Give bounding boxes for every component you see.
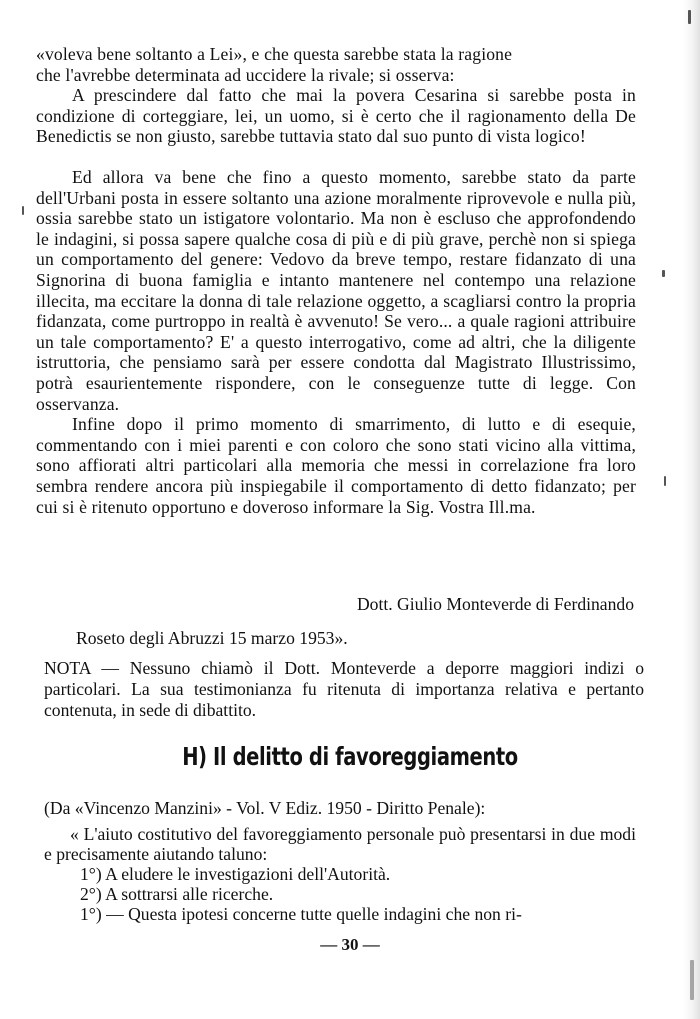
text-line: che l'avrebbe determinata ad uccidere la rivale; si osserva: [36, 64, 455, 85]
quote-block [44, 824, 636, 924]
quote-intro: « L'aiuto costitutivo del favoreggiamento personale può presentarsi in due modi e precisamente aiutando taluno: [44, 824, 636, 864]
nota-text: NOTA — Nessuno chiamò il Dott. Monteverde a deporre maggiori indizi o particolari. La sua testimonianza fu ritenuta di importanza relativa e pertanto contenuta, in sede di dibattito. [44, 658, 644, 720]
paragraph: Infine dopo il primo momento di smarrimento, di lutto e di esequie, commentando con i miei parenti e con coloro che sono stati vicino alla vittima, sono affiorati altri particolari alla memoria che messi in correlazione fra loro sembra rendere ancora più inspiegabile il comportamento di detto fidanzato; per cui si è ritenuto opportuno e doveroso informare la Sig. Vostra Ill.ma. [36, 414, 636, 517]
list-item: 1°) — Questa ipotesi concerne tutte quelle indagini che non ri- [80, 904, 522, 924]
page-number: — 30 — [320, 935, 380, 954]
scan-speck [688, 10, 691, 24]
opening-lines [36, 44, 636, 147]
scan-speck [664, 476, 666, 486]
list-item: 2°) A sottrarsi alle ricerche. [80, 884, 274, 904]
date-line: Roseto degli Abruzzi 15 marzo 1953». [76, 628, 348, 648]
nota-block [44, 658, 644, 721]
section-heading: H) Il delitto di favoreggiamento [182, 742, 518, 771]
list-item: 1°) A eludere le investigazioni dell'Autorità. [80, 864, 391, 884]
scan-speck [662, 270, 665, 277]
source-citation: (Da «Vincenzo Manzini» - Vol. V Ediz. 1950 - Diritto Penale): [44, 798, 486, 818]
scan-speck [22, 206, 24, 215]
paragraph: Ed allora va bene che fino a questo momento, sarebbe stato da parte dell'Urbani posta in essere soltanto una azione moralmente riprovevole e nulla più, ossia sarebbe stato un istigatore volontario. Ma non è escluso che approfondendo le indagini, si possa sapere qualche cosa di più e di più grave, perchè non si spiega un comportamento del genere: Vedovo da breve tempo, restare fidanzato di una Signorina di buona famiglia e intanto mantenere nel contempo una relazione illecita, ma eccitare la donna di tale relazione oggetto, a scagliarsi contro la propria fidanzata, come purtroppo in realtà è avvenuto! Se vero... a quale ragioni attribuire un tale comportamento? E' a questo interrogativo, come ad altri, che la diligente istruttoria, che pensiamo sarà per essere condotta dal Magistrato Illustrissimo, potrà esaurientemente rispondere, con le conseguenze tutte di legge. Con osservanza. [36, 167, 636, 414]
text-line: «voleva bene soltanto a Lei», e che questa sarebbe stata la ragione [36, 44, 513, 64]
signature: Dott. Giulio Monteverde di Ferdinando [356, 594, 634, 614]
scan-speck [690, 960, 694, 1000]
paragraph: A prescindere dal fatto che mai la povera Cesarina si sarebbe posta in condizione di corteggiare, lei, un uomo, si è certo che il ragionamento della De Benedictis se non giusto, sarebbe tuttavia stato dal suo punto di vista logico! [36, 85, 636, 147]
body-text [36, 167, 636, 517]
scan-edge-shadow [683, 0, 700, 1019]
